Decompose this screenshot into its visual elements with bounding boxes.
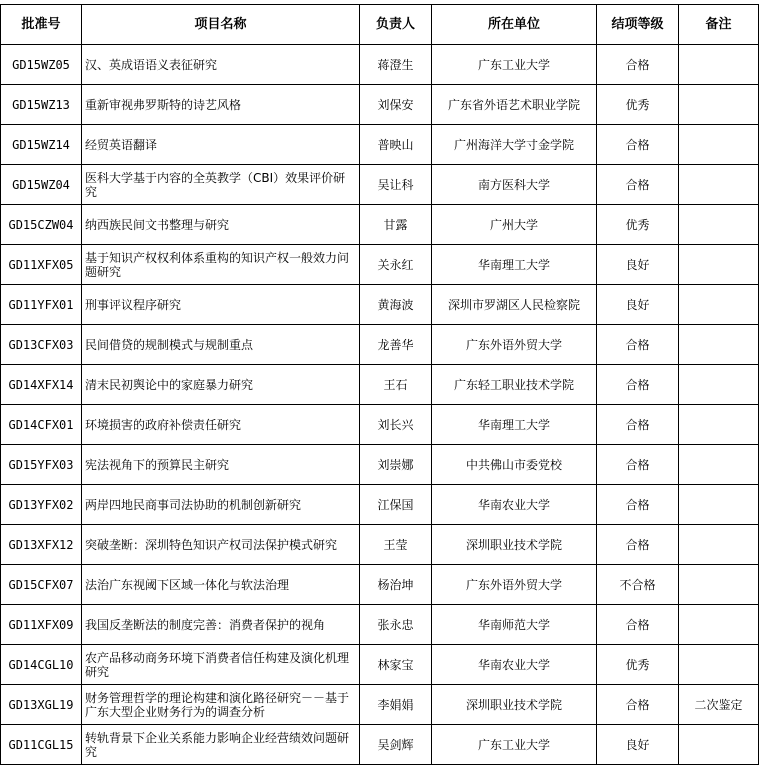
- header-note: 备注: [679, 5, 759, 45]
- table-row: [1, 85, 759, 125]
- table-row: [1, 445, 759, 485]
- cell-note: [679, 205, 759, 245]
- cell-unit: 华南农业大学: [432, 485, 597, 525]
- cell-id: GD13XFX12: [1, 525, 82, 565]
- cell-name: 基于知识产权权利体系重构的知识产权一般效力问题研究: [82, 245, 360, 285]
- cell-leader: 林家宝: [360, 645, 432, 685]
- cell-name: 民间借贷的规制模式与规制重点: [82, 325, 360, 365]
- cell-note: [679, 525, 759, 565]
- table-row: [1, 605, 759, 645]
- cell-note: [679, 245, 759, 285]
- header-row: [1, 5, 759, 45]
- cell-note: [679, 45, 759, 85]
- cell-name: 医科大学基于内容的全英教学（CBI）效果评价研究: [82, 165, 360, 205]
- table-row: [1, 685, 759, 725]
- cell-id: GD13YFX02: [1, 485, 82, 525]
- cell-id: GD11XFX09: [1, 605, 82, 645]
- table-row: [1, 725, 759, 765]
- cell-note: [679, 125, 759, 165]
- cell-grade: 良好: [597, 285, 679, 325]
- cell-leader: 吴让科: [360, 165, 432, 205]
- table-row: [1, 525, 759, 565]
- cell-note: [679, 725, 759, 765]
- cell-leader: 甘露: [360, 205, 432, 245]
- cell-grade: 良好: [597, 245, 679, 285]
- cell-id: GD14CGL10: [1, 645, 82, 685]
- cell-name: 宪法视角下的预算民主研究: [82, 445, 360, 485]
- cell-leader: 刘长兴: [360, 405, 432, 445]
- cell-unit: 广东轻工职业技术学院: [432, 365, 597, 405]
- header-id: 批准号: [1, 5, 82, 45]
- cell-unit: 广州大学: [432, 205, 597, 245]
- table-row: [1, 645, 759, 685]
- cell-leader: 关永红: [360, 245, 432, 285]
- cell-unit: 广州海洋大学寸金学院: [432, 125, 597, 165]
- cell-unit: 广东工业大学: [432, 725, 597, 765]
- cell-grade: 合格: [597, 45, 679, 85]
- cell-id: GD15WZ13: [1, 85, 82, 125]
- table-row: [1, 405, 759, 445]
- cell-note: [679, 445, 759, 485]
- project-table: [0, 4, 759, 765]
- cell-leader: 江保国: [360, 485, 432, 525]
- cell-leader: 刘崇娜: [360, 445, 432, 485]
- cell-grade: 优秀: [597, 85, 679, 125]
- cell-grade: 合格: [597, 365, 679, 405]
- cell-note: [679, 485, 759, 525]
- cell-id: GD13CFX03: [1, 325, 82, 365]
- table-row: [1, 205, 759, 245]
- cell-name: 我国反垄断法的制度完善：消费者保护的视角: [82, 605, 360, 645]
- cell-grade: 合格: [597, 525, 679, 565]
- cell-leader: 王石: [360, 365, 432, 405]
- cell-leader: 吴剑辉: [360, 725, 432, 765]
- cell-unit: 深圳职业技术学院: [432, 525, 597, 565]
- table-row: [1, 125, 759, 165]
- cell-name: 清末民初舆论中的家庭暴力研究: [82, 365, 360, 405]
- cell-leader: 杨治坤: [360, 565, 432, 605]
- header-unit: 所在单位: [432, 5, 597, 45]
- cell-id: GD15WZ05: [1, 45, 82, 85]
- cell-name: 汉、英成语语义表征研究: [82, 45, 360, 85]
- cell-unit: 广东外语外贸大学: [432, 325, 597, 365]
- cell-grade: 合格: [597, 165, 679, 205]
- cell-grade: 合格: [597, 485, 679, 525]
- cell-leader: 刘保安: [360, 85, 432, 125]
- cell-id: GD15CZW04: [1, 205, 82, 245]
- header-grade: 结项等级: [597, 5, 679, 45]
- cell-leader: 蒋澄生: [360, 45, 432, 85]
- cell-grade: 合格: [597, 445, 679, 485]
- table-row: [1, 245, 759, 285]
- table-row: [1, 365, 759, 405]
- cell-name: 重新审视弗罗斯特的诗艺风格: [82, 85, 360, 125]
- table-row: [1, 565, 759, 605]
- cell-note: 二次鉴定: [679, 685, 759, 725]
- cell-leader: 王莹: [360, 525, 432, 565]
- cell-unit: 南方医科大学: [432, 165, 597, 205]
- cell-unit: 深圳职业技术学院: [432, 685, 597, 725]
- cell-id: GD11CGL15: [1, 725, 82, 765]
- cell-id: GD15WZ14: [1, 125, 82, 165]
- table-row: [1, 485, 759, 525]
- cell-note: [679, 285, 759, 325]
- cell-grade: 良好: [597, 725, 679, 765]
- cell-grade: 合格: [597, 405, 679, 445]
- cell-id: GD15CFX07: [1, 565, 82, 605]
- cell-grade: 不合格: [597, 565, 679, 605]
- cell-name: 两岸四地民商事司法协助的机制创新研究: [82, 485, 360, 525]
- cell-grade: 优秀: [597, 205, 679, 245]
- cell-leader: 龙善华: [360, 325, 432, 365]
- table-row: [1, 285, 759, 325]
- cell-name: 刑事评议程序研究: [82, 285, 360, 325]
- cell-name: 财务管理哲学的理论构建和演化路径研究－－基于广东大型企业财务行为的调查分析: [82, 685, 360, 725]
- cell-id: GD15WZ04: [1, 165, 82, 205]
- cell-leader: 李娟娟: [360, 685, 432, 725]
- cell-grade: 合格: [597, 605, 679, 645]
- header-leader: 负责人: [360, 5, 432, 45]
- cell-unit: 华南理工大学: [432, 245, 597, 285]
- cell-leader: 张永忠: [360, 605, 432, 645]
- cell-name: 突破垄断：深圳特色知识产权司法保护模式研究: [82, 525, 360, 565]
- cell-name: 环境损害的政府补偿责任研究: [82, 405, 360, 445]
- cell-unit: 深圳市罗湖区人民检察院: [432, 285, 597, 325]
- cell-unit: 华南农业大学: [432, 645, 597, 685]
- cell-note: [679, 645, 759, 685]
- cell-note: [679, 325, 759, 365]
- header-name: 项目名称: [82, 5, 360, 45]
- cell-unit: 华南理工大学: [432, 405, 597, 445]
- cell-unit: 广东工业大学: [432, 45, 597, 85]
- cell-grade: 合格: [597, 685, 679, 725]
- cell-grade: 合格: [597, 325, 679, 365]
- cell-name: 纳西族民间文书整理与研究: [82, 205, 360, 245]
- cell-note: [679, 565, 759, 605]
- table-row: [1, 165, 759, 205]
- cell-id: GD15YFX03: [1, 445, 82, 485]
- cell-name: 法治广东视阈下区域一体化与软法治理: [82, 565, 360, 605]
- table-row: [1, 325, 759, 365]
- cell-grade: 合格: [597, 125, 679, 165]
- cell-id: GD14CFX01: [1, 405, 82, 445]
- cell-note: [679, 85, 759, 125]
- cell-name: 转轨背景下企业关系能力影响企业经营绩效问题研究: [82, 725, 360, 765]
- cell-leader: 黄海波: [360, 285, 432, 325]
- cell-unit: 华南师范大学: [432, 605, 597, 645]
- cell-note: [679, 605, 759, 645]
- cell-id: GD13XGL19: [1, 685, 82, 725]
- cell-note: [679, 365, 759, 405]
- cell-note: [679, 165, 759, 205]
- cell-leader: 普映山: [360, 125, 432, 165]
- cell-unit: 广东省外语艺术职业学院: [432, 85, 597, 125]
- cell-name: 经贸英语翻译: [82, 125, 360, 165]
- cell-id: GD14XFX14: [1, 365, 82, 405]
- cell-id: GD11YFX01: [1, 285, 82, 325]
- cell-unit: 广东外语外贸大学: [432, 565, 597, 605]
- cell-note: [679, 405, 759, 445]
- cell-id: GD11XFX05: [1, 245, 82, 285]
- cell-name: 农产品移动商务环境下消费者信任构建及演化机理研究: [82, 645, 360, 685]
- cell-grade: 优秀: [597, 645, 679, 685]
- table-row: [1, 45, 759, 85]
- cell-unit: 中共佛山市委党校: [432, 445, 597, 485]
